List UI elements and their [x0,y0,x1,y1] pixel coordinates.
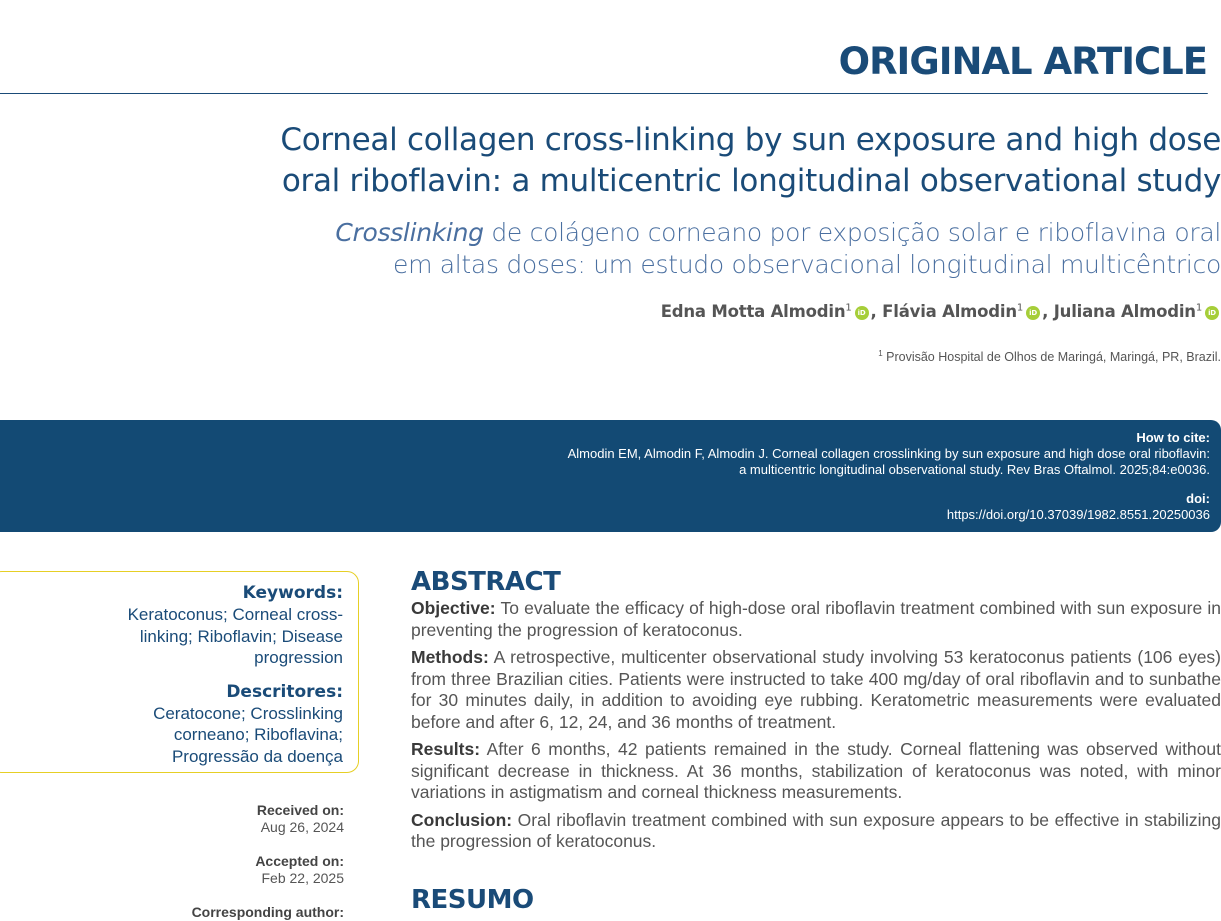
author-list [661,302,1221,321]
citation-line1: Almodin EM, Almodin F, Almodin J. Corneal collagen crosslinking by sun exposure and high dose oral riboflavin: [567,446,1210,461]
citation-line2: a multicentric longitudinal observational study. Rev Bras Oftalmol. 2025;84:e0036. [739,462,1210,477]
received-date: Aug 26, 2024 [260,819,344,835]
how-to-cite-label: How to cite: [1136,430,1210,445]
accepted-date: Feb 22, 2025 [261,870,344,886]
resumo-heading: RESUMO [411,885,534,915]
author-name: Juliana Almodin [1053,302,1196,321]
abstract-methods [411,647,1221,733]
author-separator: , [870,302,883,321]
abstract-results [411,739,1221,804]
descritores-label: Descritores: [226,681,343,702]
author-name: Edna Motta Almodin [660,302,846,321]
author-affiliation-mark: 1 [845,302,852,314]
abstract-objective [411,598,1221,641]
title-pt-italic: Crosslinking [335,218,484,247]
author-affiliation-mark: 1 [1016,302,1024,314]
article-title-en [261,120,1221,202]
orcid-icon[interactable]: iD [1026,306,1040,320]
article-dates [150,802,344,921]
keywords-label: Keywords: [242,583,343,603]
orcid-icon[interactable]: iD [1205,306,1219,320]
keywords-text: Keratoconus; Corneal cross-linking; Riboflavin; Disease progression [127,605,343,667]
citation-content [410,430,1210,523]
orcid-icon[interactable]: iD [855,306,869,320]
objective-label: Objective: [411,598,496,618]
results-label: Results: [411,739,481,759]
abstract-conclusion [411,810,1221,853]
abstract-section [411,566,1221,859]
accepted-label: Accepted on: [255,853,344,869]
methods-text: A retrospective, multicenter observational study involving 53 keratoconus patients (106 eyes) from three Brazilian cities. Patients were instructed to take 400 mg/day of oral riboflavin and to sunbathe for 30 minutes daily, in addition to avoiding eye rubbing. Keratometric measurements were evaluated before and after 6, 12, 24, and 36 months of treatment. [411,647,1221,732]
conclusion-text: Oral riboflavin treatment combined with sun exposure appears to be effective in stabilizing the progression of keratoconus. [411,809,1221,851]
objective-text: To evaluate the efficacy of high-dose oral riboflavin treatment combined with sun exposure in preventing the progression of keratoconus. [411,598,1221,640]
article-title-pt [321,217,1221,281]
title-pt-line2: em altas doses: um estudo observacional longitudinal multicêntrico [392,250,1221,279]
results-text: After 6 months, 42 patients remained in the study. Corneal flattening was observed without significant decrease in thickness. At 36 months, stabilization of keratoconus was noted, with minor variations in astigmatism and corneal thickness measurements. [411,739,1221,802]
affiliation-text: Provisão Hospital de Olhos de Maringá, Maringá, PR, Brazil. [882,350,1221,365]
title-pt-line1: de colágeno corneano por exposição solar e riboflavina oral [483,218,1221,247]
doi-link[interactable]: https://doi.org/10.37039/1982.8551.20250036 [946,507,1210,522]
affiliation-mark: 1 [878,349,883,358]
received-label: Received on: [256,802,344,818]
doi-label: doi: [1186,491,1210,506]
abstract-heading: ABSTRACT [411,567,561,597]
conclusion-label: Conclusion: [411,809,513,830]
methods-label: Methods: [411,647,489,667]
author-separator: , [1042,302,1054,321]
descritores-text: Ceratocone; Crosslinking corneano; Riboflavina; Progressão da doença [153,703,343,766]
title-en-line2: oral riboflavin: a multicentric longitudinal observational study [281,163,1221,199]
title-en-line1: Corneal collagen cross-linking by sun exposure and high dose [280,122,1221,158]
citation-band [0,420,1221,532]
header-divider [0,93,1208,94]
keywords-box [0,571,359,773]
affiliation [878,349,1221,364]
author-affiliation-mark: 1 [1195,302,1202,314]
corresponding-author-label: Corresponding author: [191,904,344,920]
author-name: Flávia Almodin [882,302,1017,321]
section-label: ORIGINAL ARTICLE [838,40,1207,83]
